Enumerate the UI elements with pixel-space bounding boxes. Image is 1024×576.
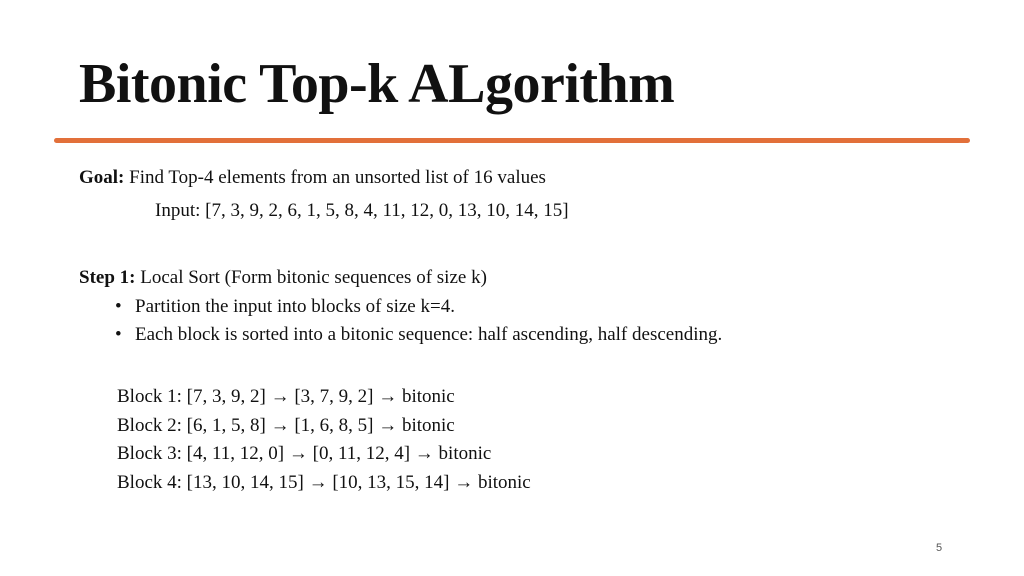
block-1-line: Block 1: [7, 3, 9, 2] → [3, 7, 9, 2] → bitonic (117, 386, 455, 407)
step-1-label: Step 1: (79, 267, 136, 288)
title-divider (54, 138, 970, 143)
step-1-heading (79, 266, 487, 290)
bullet-item (115, 295, 455, 319)
goal-text: Find Top-4 elements from an unsorted list of 16 values (129, 167, 546, 188)
page-number: 5 (936, 542, 943, 554)
block-3-line: Block 3: [4, 11, 12, 0] → [0, 11, 12, 4] → bitonic (117, 443, 492, 464)
bullet-text: Partition the input into blocks of size k=4. (135, 296, 455, 317)
bullet-dot: • (115, 324, 122, 345)
block-4-line: Block 4: [13, 10, 14, 15] → [10, 13, 15, 14] → bitonic (117, 472, 531, 493)
block-2-line: Block 2: [6, 1, 5, 8] → [1, 6, 8, 5] → bitonic (117, 415, 455, 436)
goal-line (79, 166, 546, 190)
bullet-text: Each block is sorted into a bitonic sequence: half ascending, half descending. (135, 324, 723, 345)
input-list: Input: [7, 3, 9, 2, 6, 1, 5, 8, 4, 11, 12, 0, 13, 10, 14, 15] (155, 200, 569, 221)
goal-label: Goal: (79, 167, 125, 188)
bullet-item (115, 323, 722, 347)
slide-title: Bitonic Top-k ALgorithm (79, 53, 675, 115)
bullet-dot: • (115, 296, 122, 317)
step-1-text: Local Sort (Form bitonic sequences of size k) (140, 267, 487, 288)
